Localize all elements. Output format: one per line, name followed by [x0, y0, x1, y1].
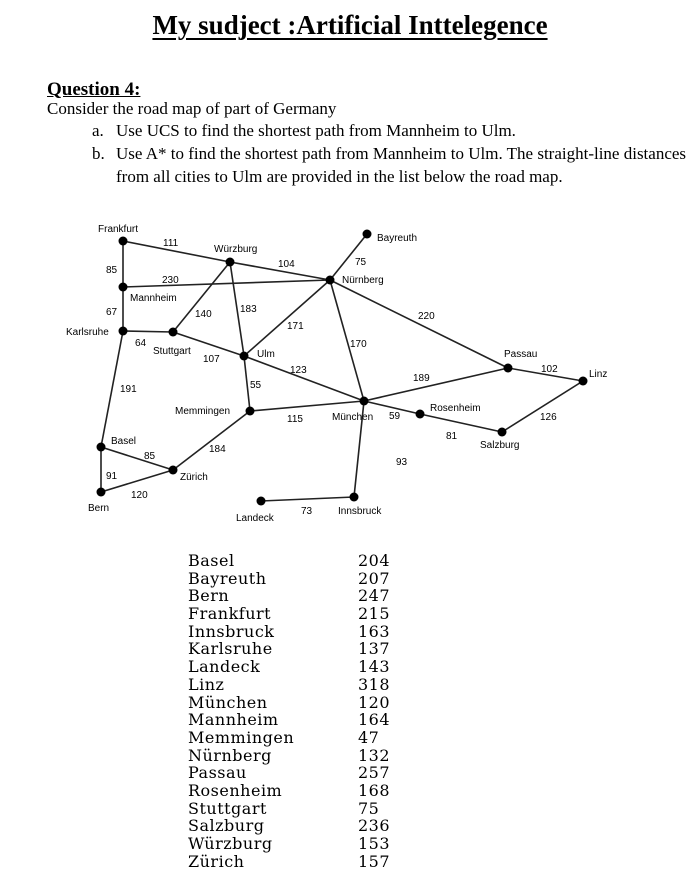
distance-value: 132: [358, 745, 391, 765]
city-label-bern: Bern: [88, 503, 110, 514]
road-karlsruhe-stuttgart: [123, 331, 173, 332]
distance-city: Würzburg: [188, 834, 273, 853]
city-label-rosenheim: Rosenheim: [430, 403, 481, 414]
distance-row: [188, 552, 390, 570]
road-distance-label: 184: [209, 444, 226, 455]
distance-value: 215: [358, 604, 391, 624]
task-label: b.: [92, 144, 105, 163]
city-label-ulm: Ulm: [257, 349, 275, 360]
distance-row: [188, 817, 390, 835]
city-label-karlsruhe: Karlsruhe: [66, 327, 109, 338]
distance-value: 204: [358, 551, 391, 570]
straight-line-distance-list: [188, 552, 390, 870]
task-text: Use UCS to find the shortest path from Mannheim to Ulm.: [116, 121, 516, 140]
question-heading: Question 4:: [47, 79, 141, 100]
city-node-zurich: [169, 466, 178, 475]
city-node-salzburg: [498, 428, 507, 437]
road-distance-label: 126: [540, 412, 557, 423]
city-node-munchen: [360, 397, 369, 406]
distance-city: Nürnberg: [188, 745, 272, 765]
city-label-bayreuth: Bayreuth: [377, 233, 418, 244]
city-label-zurich: Zürich: [180, 472, 208, 483]
distance-city: Passau: [188, 763, 247, 783]
distance-row: [188, 764, 390, 782]
road-distance-label: 170: [350, 339, 367, 350]
road-distance-label: 85: [144, 451, 156, 462]
road-distance-label: 123: [290, 365, 307, 376]
distance-row: [188, 711, 390, 729]
road-distance-label: 64: [135, 338, 147, 349]
city-node-passau: [504, 364, 513, 373]
city-label-memmingen: Memmingen: [175, 406, 231, 417]
distance-value: 143: [358, 657, 391, 677]
task-label: a.: [92, 121, 104, 140]
city-label-landeck: Landeck: [236, 513, 274, 524]
distance-value: 137: [358, 639, 391, 659]
road-munchen-passau: [364, 368, 508, 401]
distance-value: 236: [358, 816, 391, 836]
distance-row: [188, 640, 390, 658]
road-distance-label: 73: [301, 506, 313, 517]
city-label-stuttgart: Stuttgart: [153, 346, 191, 357]
road-distance-label: 183: [240, 304, 257, 315]
city-label-basel: Basel: [111, 436, 137, 447]
distance-city: München: [188, 692, 268, 712]
road-map: [0, 210, 700, 530]
distance-value: 47: [358, 727, 380, 747]
distance-row: [188, 729, 390, 747]
distance-city: Basel: [188, 551, 235, 570]
city-node-linz: [579, 377, 588, 386]
road-distance-label: 220: [418, 311, 435, 322]
distance-row: [188, 782, 390, 800]
road-distance-label: 59: [389, 411, 401, 422]
page-title: My sudject :Artificial Inttelegence: [152, 10, 548, 40]
distance-city: Salzburg: [188, 816, 265, 836]
cities-layer: [66, 224, 607, 524]
distance-row: [188, 587, 390, 605]
road-distance-label: 171: [287, 321, 304, 332]
distance-row: [188, 676, 390, 694]
question-intro: Consider the road map of part of Germany: [47, 99, 337, 118]
city-node-stuttgart: [169, 328, 178, 337]
distance-value: 168: [358, 780, 391, 800]
city-node-wurzburg: [226, 258, 235, 267]
road-salzburg-linz: [502, 381, 583, 432]
distance-row: [188, 853, 390, 871]
distance-city: Stuttgart: [188, 798, 267, 818]
road-nurnberg-ulm: [244, 280, 330, 356]
city-node-innsbruck: [350, 493, 359, 502]
road-distance-label: 104: [278, 259, 295, 270]
road-ulm-munchen: [244, 356, 364, 401]
distance-row: [188, 658, 390, 676]
city-node-rosenheim: [416, 410, 425, 419]
road-nurnberg-passau: [330, 280, 508, 368]
road-landeck-innsbruck: [261, 497, 354, 501]
task-list: [92, 119, 692, 188]
task-text: Use A* to find the shortest path from Mannheim to Ulm. The straight-line distances from all cities to Ulm are provided in the list below the road map.: [116, 144, 687, 186]
road-distance-label: 67: [106, 307, 118, 318]
city-label-linz: Linz: [589, 369, 608, 380]
distance-city: Bern: [188, 586, 230, 606]
distance-value: 207: [358, 568, 391, 588]
city-node-landeck: [257, 497, 266, 506]
city-node-basel: [97, 443, 106, 452]
distance-row: [188, 835, 390, 853]
road-distance-label: 102: [541, 364, 558, 375]
distance-city: Memmingen: [188, 727, 295, 747]
city-node-nurnberg: [326, 276, 335, 285]
distance-city: Innsbruck: [188, 621, 275, 641]
distance-value: 318: [358, 674, 391, 694]
road-distance-label: 120: [131, 490, 148, 501]
distance-city: Linz: [188, 674, 225, 694]
distance-value: 75: [358, 798, 380, 818]
distance-value: 164: [358, 710, 391, 730]
distance-city: Zürich: [188, 851, 245, 871]
road-distance-label: 85: [106, 265, 118, 276]
city-node-karlsruhe: [119, 327, 128, 336]
road-distance-label: 230: [162, 275, 179, 286]
city-label-nurnberg: Nürnberg: [342, 275, 384, 286]
road-distance-label: 115: [287, 414, 303, 425]
city-label-mannheim: Mannheim: [130, 293, 177, 304]
road-distance-label: 93: [396, 457, 408, 468]
distance-city: Karlsruhe: [188, 639, 273, 659]
city-label-salzburg: Salzburg: [480, 440, 520, 451]
road-distance-label: 55: [250, 380, 262, 391]
distance-row: [188, 694, 390, 712]
distance-value: 157: [358, 851, 391, 871]
task-b: [92, 142, 692, 188]
road-memmingen-munchen: [250, 401, 364, 411]
road-distance-label: 140: [195, 309, 212, 320]
city-node-ulm: [240, 352, 249, 361]
city-label-passau: Passau: [504, 349, 538, 360]
city-label-munchen: München: [332, 412, 374, 423]
road-rosenheim-salzburg: [420, 414, 502, 432]
distance-row: [188, 570, 390, 588]
city-label-wurzburg: Würzburg: [214, 244, 258, 255]
distance-value: 257: [358, 763, 391, 783]
distance-city: Frankfurt: [188, 604, 272, 624]
city-node-memmingen: [246, 407, 255, 416]
road-distance-label: 81: [446, 431, 458, 442]
distance-value: 163: [358, 621, 391, 641]
city-node-bayreuth: [363, 230, 372, 239]
road-distance-label: 191: [120, 384, 137, 395]
road-distance-label: 91: [106, 471, 118, 482]
city-label-innsbruck: Innsbruck: [338, 506, 382, 517]
road-memmingen-zurich: [173, 411, 250, 470]
distance-city: Bayreuth: [188, 568, 267, 588]
distance-row: [188, 800, 390, 818]
road-basel-zurich: [101, 447, 173, 470]
city-node-frankfurt: [119, 237, 128, 246]
road-distance-label: 189: [413, 373, 430, 384]
road-wurzburg-stuttgart: [173, 262, 230, 332]
distance-city: Rosenheim: [188, 780, 283, 800]
distance-row: [188, 747, 390, 765]
distance-value: 153: [358, 834, 391, 853]
distance-value: 247: [358, 586, 391, 606]
distance-city: Mannheim: [188, 710, 279, 730]
distance-row: [188, 605, 390, 623]
road-distance-label: 111: [163, 238, 179, 249]
distance-city: Landeck: [188, 657, 261, 677]
city-node-mannheim: [119, 283, 128, 292]
task-a: [92, 119, 692, 142]
road-distance-label: 75: [355, 257, 367, 268]
city-label-frankfurt: Frankfurt: [98, 224, 139, 235]
distance-value: 120: [358, 692, 391, 712]
distance-row: [188, 623, 390, 641]
city-node-bern: [97, 488, 106, 497]
road-distance-label: 107: [203, 354, 220, 365]
road-mannheim-nurnberg: [123, 280, 330, 287]
